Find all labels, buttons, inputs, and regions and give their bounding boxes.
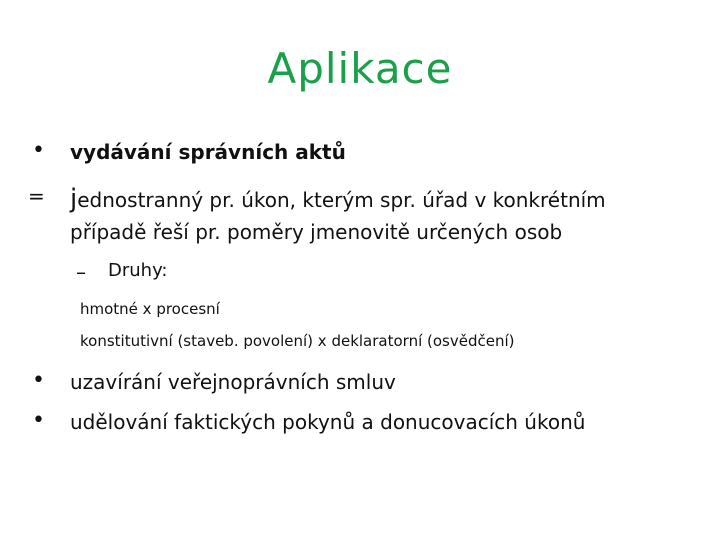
definition-first-letter: j (70, 184, 78, 214)
definition-line-2: případě řeší pr. poměry jmenovitě určených osob (70, 220, 563, 244)
sub-item-material-procedural: hmotné x procesní (80, 300, 220, 318)
bullet-item-instructions: udělování faktických pokynů a donucovacích úkonů (70, 410, 586, 434)
definition-prefix: = (28, 184, 45, 208)
bullet-item-contracts: uzavírání veřejnoprávních smluv (70, 370, 396, 394)
definition-line-1-rest: ednostranný pr. úkon, kterým spr. úřad v konkrétním (77, 188, 606, 212)
bullet-dot: • (32, 138, 45, 163)
slide-title: Aplikace (267, 44, 453, 93)
sub-dash: – (76, 260, 86, 284)
sub-item-constitutive-declaratory: konstitutivní (staveb. povolení) x deklaratorní (osvědčení) (80, 332, 515, 350)
bullet-dot: • (32, 368, 45, 393)
bullet-dot: • (32, 408, 45, 433)
sub-heading-types: Druhy: (108, 260, 168, 281)
definition-line-1 (70, 184, 606, 214)
bullet-item-acts: vydávání správních aktů (70, 140, 346, 164)
